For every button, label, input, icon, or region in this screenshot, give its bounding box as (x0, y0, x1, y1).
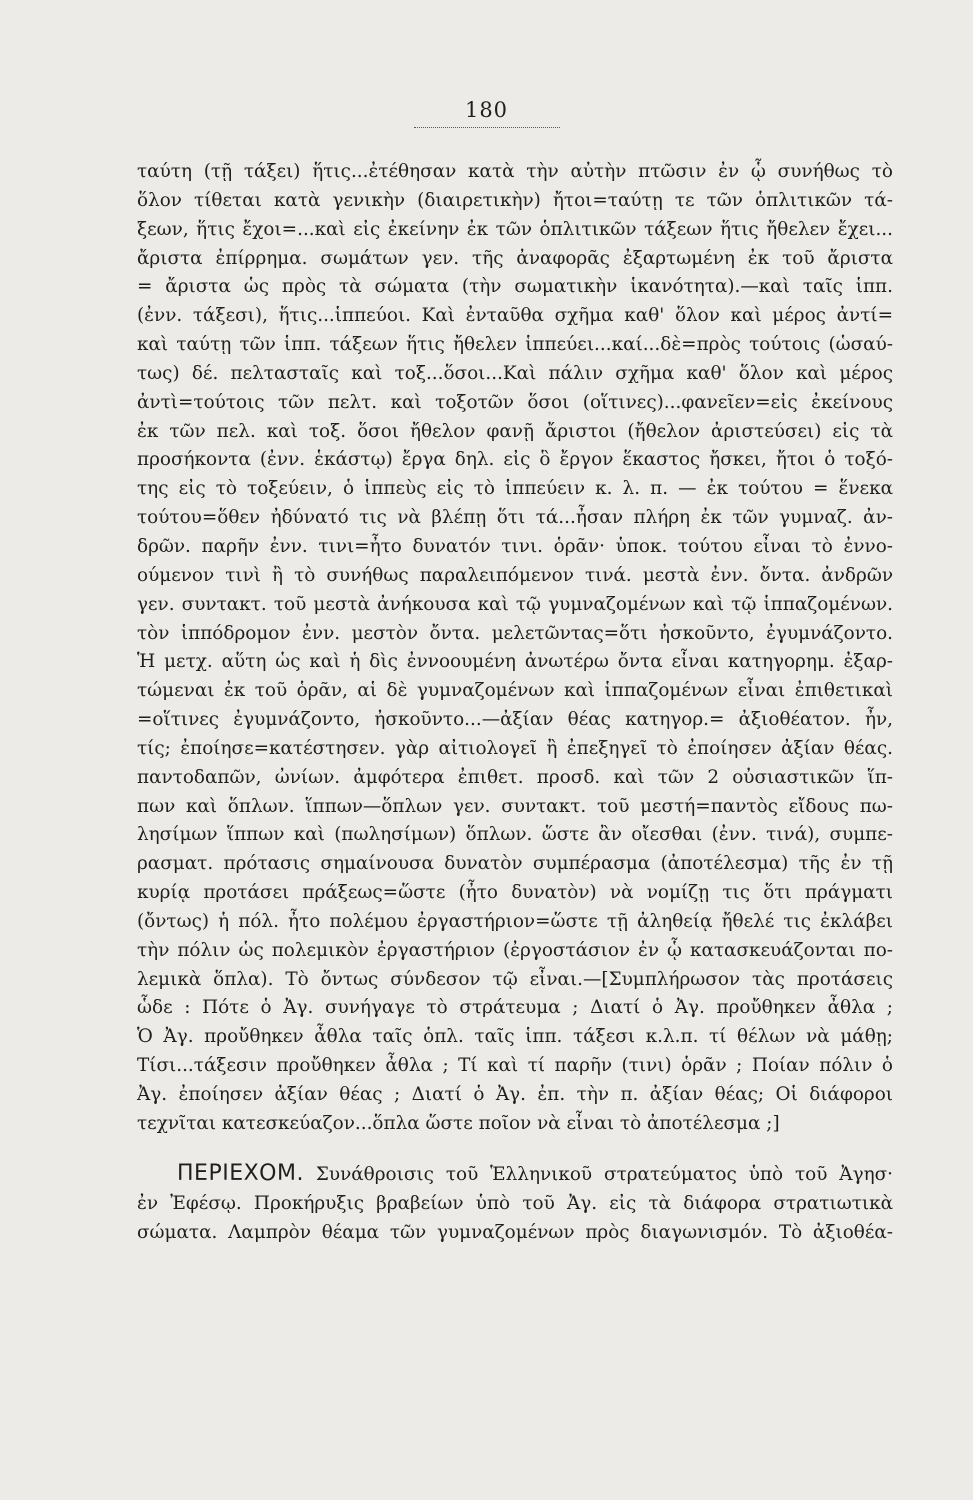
commentary-line: λησίμων ἵππων καὶ (πωλησίμων) ὅπλων. ὥστε ἂν οἴεσθαι (ἐνν. τινά), συμπε- (137, 824, 893, 846)
commentary-line: ρασματ. πρότασις σημαίνουσα δυνατὸν συμπέρασμα (ἀποτέλεσμα) τῆς ἐν τῇ (137, 853, 893, 875)
commentary-text (137, 158, 893, 1139)
commentary-line: τίς; ἐποίησε=κατέστησεν. γὰρ αἰτιολογεῖ ἢ ἐπεξηγεῖ τὸ ἐποίησεν ἀξίαν θέας. (137, 737, 893, 759)
summary-section (137, 1160, 893, 1248)
summary-line-3: σώματα. Λαμπρὸν θέαμα τῶν γυμναζομένων πρὸς διαγωνισμόν. Τὸ ἀξιοθέα- (137, 1221, 893, 1243)
commentary-line: Ἀγ. ἐποίησεν ἀξίαν θέας ; Διατί ὁ Ἀγ. ἐπ. τὴν π. ἀξίαν θέας; Οἱ διάφοροι (137, 1084, 893, 1105)
commentary-line: τεχνῖται κατεσκεύαζον...ὅπλα ὥστε ποῖον νὰ εἶναι τὸ ἀποτέλεσμα ;] (137, 1112, 780, 1134)
commentary-line: = ἄριστα ὡς πρὸς τὰ σώματα (τὴν σωματικὴν ἱκανότητα).—καὶ ταῖς ἱππ. (137, 276, 893, 298)
commentary-line: Ὁ Ἀγ. προὔθηκεν ἆθλα ταῖς ὁπλ. ταῖς ἱππ. τάξεσι κ.λ.π. τί θέλων νὰ μάθῃ; (137, 1026, 893, 1048)
commentary-line: ὧδε : Πότε ὁ Ἀγ. συνήγαγε τὸ στράτευμα ; Διατί ὁ Ἀγ. προὔθηκεν ἆθλα ; (137, 997, 893, 1019)
commentary-line: δρῶν. παρῆν ἐνν. τινι=ἦτο δυνατόν τινι. ὁρᾶν· ὑποκ. τούτου εἶναι τὸ ἐννο- (137, 535, 893, 557)
commentary-line: ούμενον τινὶ ἢ τὸ συνήθως παραλειπόμενον τινά. μεστὰ ἐνν. ὄντα. ἀνδρῶν (137, 564, 893, 586)
summary-heading: ΠΕΡΙΕΧΟΜ. (177, 1161, 304, 1186)
commentary-line: παντοδαπῶν, ὠνίων. ἀμφότερα ἐπιθετ. προσδ. καὶ τῶν 2 οὐσιαστικῶν ἵπ- (137, 766, 893, 788)
commentary-line: =οἵτινες ἐγυμνάζοντο, ἠσκοῦντο...—ἀξίαν θέας κατηγορ.= ἀξιοθέατον. ἦν, (137, 709, 893, 731)
page-number: 180 (464, 98, 509, 122)
commentary-line: καὶ ταύτῃ τῶν ἱππ. τάξεων ἥτις ἤθελεν ἱππεύει...καί...δὲ=πρὸς τούτοις (ὡσαύ- (137, 334, 893, 356)
commentary-line: λεμικὰ ὅπλα). Τὸ ὄντως σύνδεσον τῷ εἶναι.—[Συμπλήρωσον τὰς προτάσεις (137, 968, 893, 990)
commentary-line: πων καὶ ὅπλων. ἵππων—ὅπλων γεν. συντακτ. τοῦ μεστή=παντὸς εἴδους πω- (137, 795, 893, 817)
commentary-line: ξεων, ἥτις ἔχοι=...καὶ εἰς ἐκείνην ἐκ τῶν ὁπλιτικῶν τάξεων ἥτις ἤθελεν ἔχει... (137, 218, 893, 240)
page-number-rule (414, 127, 560, 128)
commentary-line: ταύτη (τῇ τάξει) ἥτις...ἐτέθησαν κατὰ τὴν αὐτὴν πτῶσιν ἐν ᾧ συνήθως τὸ (137, 161, 893, 182)
summary-line-1 (137, 1160, 893, 1190)
commentary-line: ἀντὶ=τούτοις τῶν πελτ. καὶ τοξοτῶν ὅσοι (οἵτινες)...φανεῖεν=εἰς ἐκείνους (137, 391, 893, 413)
commentary-line: ἐκ τῶν πελ. καὶ τοξ. ὅσοι ἤθελον φανῇ ἄριστοι (ἤθελον ἀριστεύσει) εἰς τὰ (137, 420, 893, 442)
commentary-line: ὅλον τίθεται κατὰ γενικὴν (διαιρετικὴν) ἤτοι=ταύτῃ τε τῶν ὁπλιτικῶν τά- (137, 189, 893, 211)
commentary-line: της εἰς τὸ τοξεύειν, ὁ ἱππεὺς εἰς τὸ ἱππεύειν κ. λ. π. — ἐκ τούτου = ἕνεκα (137, 478, 893, 500)
commentary-line: ἄριστα ἐπίρρημα. σωμάτων γεν. τῆς ἀναφορᾶς ἐξαρτωμένη ἐκ τοῦ ἄριστα (137, 247, 893, 269)
commentary-line: προσήκοντα (ἐνν. ἑκάστῳ) ἔργα δηλ. εἰς ὃ ἔργον ἕκαστος ἤσκει, ἤτοι ὁ τοξό- (137, 449, 893, 471)
commentary-line: Ἡ μετχ. αὕτη ὡς καὶ ἡ δὶς ἐννοουμένη ἀνωτέρω ὄντα εἶναι κατηγορημ. ἐξαρ- (137, 651, 893, 673)
commentary-line: γεν. συντακτ. τοῦ μεστὰ ἀνήκουσα καὶ τῷ γυμναζομένων καὶ τῷ ἱππαζομένων. (137, 593, 893, 615)
commentary-line: (ὄντως) ἡ πόλ. ἦτο πολέμου ἐργαστήριον=ὥστε τῇ ἀληθείᾳ ἤθελέ τις ἐκλάβει (137, 910, 893, 932)
summary-line-2: ἐν Ἐφέσῳ. Προκήρυξις βραβείων ὑπὸ τοῦ Ἀγ. εἰς τὰ διάφορα στρατιωτικὰ (137, 1192, 893, 1214)
commentary-line: τώμεναι ἐκ τοῦ ὁρᾶν, αἱ δὲ γυμναζομένων καὶ ἱππαζομένων εἶναι ἐπιθετικαὶ (137, 680, 893, 702)
commentary-line: Τίσι...τάξεσιν προὔθηκεν ἆθλα ; Τί καὶ τί παρῆν (τινι) ὁρᾶν ; Ποίαν πόλιν ὁ (137, 1055, 893, 1077)
commentary-line: κυρίᾳ προτάσει πράξεως=ὥστε (ἦτο δυνατὸν) νὰ νομίζῃ τις ὅτι πράγματι (137, 882, 893, 904)
summary-first-line-text: Συνάθροισις τοῦ Ἑλληνικοῦ στρατεύματος ὑπὸ τοῦ Ἀγησ· (315, 1164, 893, 1185)
commentary-line: τως) δέ. πελτασταῖς καὶ τοξ...ὅσοι...Καὶ πάλιν σχῆμα καθ' ὅλον καὶ μέρος (137, 362, 893, 384)
commentary-line: τούτου=ὅθεν ἠδύνατό τις νὰ βλέπῃ ὅτι τά...ἦσαν πλήρη ἐκ τῶν γυμναζ. ἀν- (137, 507, 893, 529)
commentary-line: (ἐνν. τάξεσι), ἥτις...ἱππεύοι. Καὶ ἐνταῦθα σχῆμα καθ' ὅλον καὶ μέρος ἀντί= (137, 305, 893, 327)
commentary-line: τὸν ἱππόδρομον ἐνν. μεστὸν ὄντα. μελετῶντας=ὅτι ἠσκοῦντο, ἐγυμνάζοντο. (137, 622, 893, 644)
commentary-line: τὴν πόλιν ὡς πολεμικὸν ἐργαστήριον (ἐργοστάσιον ἐν ᾧ κατασκευάζονται πο- (137, 939, 893, 961)
